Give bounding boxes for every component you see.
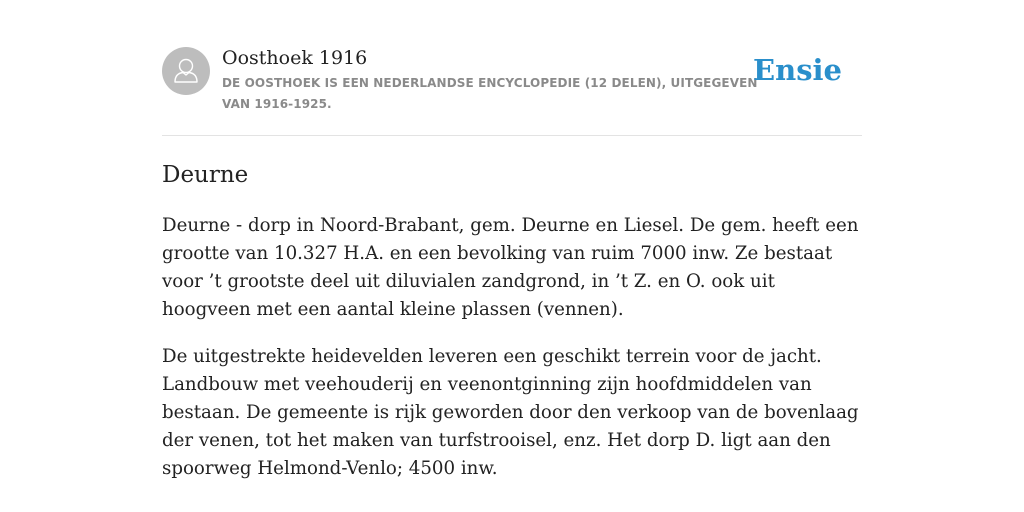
header-divider xyxy=(162,135,862,136)
entry-paragraph: De uitgestrekte heidevelden leveren een geschikt terrein voor de jacht. Landbouw met veehouderij en veenontginning zijn hoofdmiddelen van bestaan. De gemeente is rijk geworden door den verkoop van de bovenlaag der venen, tot het maken van turfstrooisel, enz. Het dorp D. ligt aan den spoorweg Helmond-Venlo; 4500 inw. xyxy=(162,346,859,479)
entry-paragraph: Deurne - dorp in Noord-Brabant, gem. Deurne en Liesel. De gem. heeft een grootte van 10.327 H.A. en een bevolking van ruim 7000 inw. Ze bestaat voor ’t grootste deel uit diluvialen zandgrond, in ’t Z. en O. ook uit hoogveen met een aantal kleine plassen (vennen). xyxy=(162,215,859,320)
ensie-logo[interactable]: Ensie xyxy=(753,53,842,87)
source-title[interactable]: Oosthoek 1916 xyxy=(222,47,368,69)
user-avatar-icon[interactable] xyxy=(162,47,210,95)
source-header xyxy=(162,45,862,117)
entry-title: Deurne xyxy=(162,162,249,188)
source-description: DE OOSTHOEK IS EEN NEDERLANDSE ENCYCLOPEDIE (12 DELEN), UITGEGEVEN VAN 1916-1925. xyxy=(222,76,758,111)
entry-body xyxy=(162,212,862,502)
